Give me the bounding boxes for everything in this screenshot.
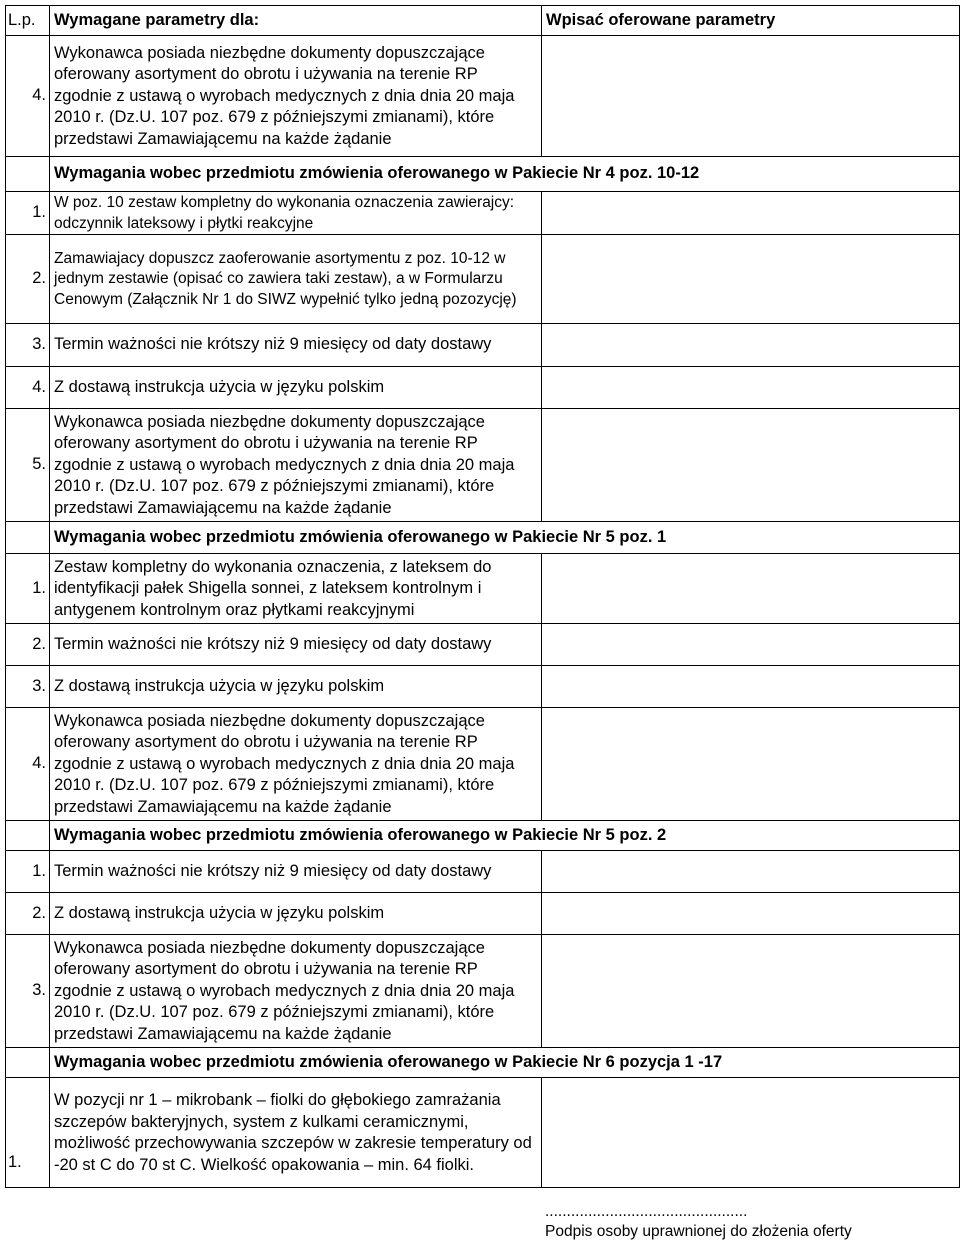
offered-input-cell[interactable] xyxy=(542,36,960,157)
row-requirement: Wykonawca posiada niezbędne dokumenty dopuszczające oferowany asortyment do obrotu i używania na terenie RP zgodnie z ustawą o wyrobach medycznych z dnia dnia 20 maja 2010 r. (Dz.U. 107 poz. 679 z późniejszymi zmianami), które przedstawi Zamawiającemu na każde żądanie xyxy=(50,708,542,821)
row-number: 5. xyxy=(6,409,50,522)
table-header xyxy=(6,6,960,36)
row-number: 4. xyxy=(6,367,50,409)
section-row xyxy=(6,157,960,192)
table-row xyxy=(6,192,960,235)
row-requirement: Wykonawca posiada niezbędne dokumenty dopuszczające oferowany asortyment do obrotu i używania na terenie RP zgodnie z ustawą o wyrobach medycznych z dnia dnia 20 maja 2010 r. (Dz.U. 107 poz. 679 z późniejszymi zmianami), które przedstawi Zamawiającemu na każde żądanie xyxy=(50,36,542,157)
header-lp: L.p. xyxy=(6,6,50,36)
offered-input-cell[interactable] xyxy=(542,624,960,666)
table-row xyxy=(6,324,960,367)
section-spacer xyxy=(6,821,50,851)
signature-label: Podpis osoby uprawnionej do złożenia oferty xyxy=(545,1223,852,1240)
table-row xyxy=(6,36,960,157)
offered-input-cell[interactable] xyxy=(542,666,960,708)
row-requirement: Termin ważności nie krótszy niż 9 miesięcy od daty dostawy xyxy=(50,324,542,367)
row-requirement: Z dostawą instrukcja użycia w języku polskim xyxy=(50,893,542,935)
table-row xyxy=(6,851,960,893)
row-number: 1. xyxy=(6,851,50,893)
row-requirement: Termin ważności nie krótszy niż 9 miesięcy od daty dostawy xyxy=(50,851,542,893)
table-row xyxy=(6,935,960,1048)
offered-input-cell[interactable] xyxy=(542,192,960,235)
row-number: 3. xyxy=(6,324,50,367)
offered-input-cell[interactable] xyxy=(542,367,960,409)
signature-line: ............................................... xyxy=(545,1203,748,1220)
signature-block xyxy=(545,1202,852,1242)
row-number: 2. xyxy=(6,624,50,666)
row-number: 4. xyxy=(6,708,50,821)
section-row xyxy=(6,1048,960,1078)
row-requirement: Z dostawą instrukcja użycia w języku polskim xyxy=(50,666,542,708)
table-row xyxy=(6,235,960,324)
table-row xyxy=(6,624,960,666)
section-row xyxy=(6,522,960,554)
offered-input-cell[interactable] xyxy=(542,324,960,367)
offered-input-cell[interactable] xyxy=(542,554,960,624)
section-spacer xyxy=(6,522,50,554)
table-row xyxy=(6,1078,960,1188)
offered-input-cell[interactable] xyxy=(542,1078,960,1188)
requirements-table xyxy=(5,5,960,1188)
row-number: 4. xyxy=(6,36,50,157)
row-requirement: Z dostawą instrukcja użycia w języku polskim xyxy=(50,367,542,409)
row-number: 3. xyxy=(6,935,50,1048)
row-number: 1. xyxy=(6,554,50,624)
header-offered: Wpisać oferowane parametry xyxy=(542,6,960,36)
row-requirement: Termin ważności nie krótszy niż 9 miesięcy od daty dostawy xyxy=(50,624,542,666)
section-heading: Wymagania wobec przedmiotu zmówienia oferowanego w Pakiecie Nr 6 pozycja 1 -17 xyxy=(50,1048,960,1078)
offered-input-cell[interactable] xyxy=(542,935,960,1048)
row-number: 1. xyxy=(6,1078,50,1188)
section-row xyxy=(6,821,960,851)
row-requirement: Wykonawca posiada niezbędne dokumenty dopuszczające oferowany asortyment do obrotu i używania na terenie RP zgodnie z ustawą o wyrobach medycznych z dnia dnia 20 maja 2010 r. (Dz.U. 107 poz. 679 z późniejszymi zmianami), które przedstawi Zamawiającemu na każde żądanie xyxy=(50,935,542,1048)
section-heading: Wymagania wobec przedmiotu zmówienia oferowanego w Pakiecie Nr 4 poz. 10-12 xyxy=(50,157,960,192)
table-row xyxy=(6,708,960,821)
table-row xyxy=(6,554,960,624)
offered-input-cell[interactable] xyxy=(542,409,960,522)
row-number: 3. xyxy=(6,666,50,708)
table-row xyxy=(6,409,960,522)
row-requirement: W pozycji nr 1 – mikrobank – fiolki do głębokiego zamrażania szczepów bakteryjnych, system z kulkami ceramicznymi, możliwość przechowywania szczepów w zakresie temperatury od -20 st C do 70 st C. Wielkość opakowania – min. 64 fiolki. xyxy=(50,1078,542,1188)
row-requirement: W poz. 10 zestaw kompletny do wykonania oznaczenia zawierajcy: odczynnik lateksowy i płytki reakcyjne xyxy=(50,192,542,235)
table-row xyxy=(6,893,960,935)
section-spacer xyxy=(6,157,50,192)
row-number: 2. xyxy=(6,893,50,935)
offered-input-cell[interactable] xyxy=(542,851,960,893)
row-number: 2. xyxy=(6,235,50,324)
table-row xyxy=(6,367,960,409)
row-requirement: Zestaw kompletny do wykonania oznaczenia, z lateksem do identyfikacji pałek Shigella sonnei, z lateksem kontrolnym i antygenem kontrolnym oraz płytkami reakcyjnymi xyxy=(50,554,542,624)
row-requirement: Zamawiajacy dopuszcz zaoferowanie asortymentu z poz. 10-12 w jednym zestawie (opisać co zawiera taki zestaw), a w Formularzu Cenowym (Załącznik Nr 1 do SIWZ wypełnić tylko jedną pozozycję) xyxy=(50,235,542,324)
offered-input-cell[interactable] xyxy=(542,708,960,821)
row-number: 1. xyxy=(6,192,50,235)
section-heading: Wymagania wobec przedmiotu zmówienia oferowanego w Pakiecie Nr 5 poz. 1 xyxy=(50,522,960,554)
section-spacer xyxy=(6,1048,50,1078)
row-requirement: Wykonawca posiada niezbędne dokumenty dopuszczające oferowany asortyment do obrotu i używania na terenie RP zgodnie z ustawą o wyrobach medycznych z dnia dnia 20 maja 2010 r. (Dz.U. 107 poz. 679 z późniejszymi zmianami), które przedstawi Zamawiającemu na każde żądanie xyxy=(50,409,542,522)
section-heading: Wymagania wobec przedmiotu zmówienia oferowanego w Pakiecie Nr 5 poz. 2 xyxy=(50,821,960,851)
header-required: Wymagane parametry dla: xyxy=(50,6,542,36)
offered-input-cell[interactable] xyxy=(542,893,960,935)
offered-input-cell[interactable] xyxy=(542,235,960,324)
table-row xyxy=(6,666,960,708)
